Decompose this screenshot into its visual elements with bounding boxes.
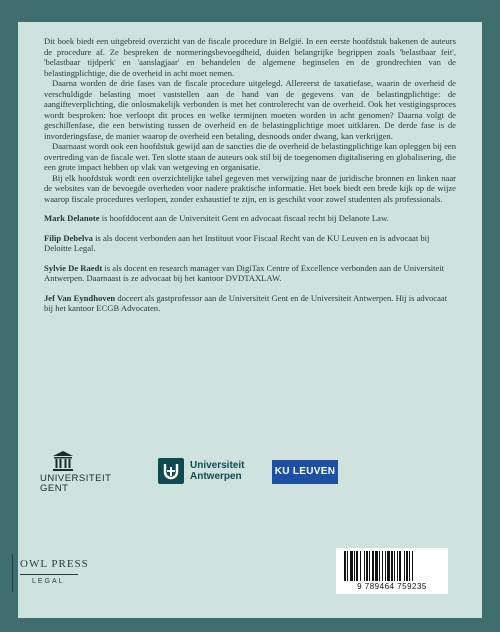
back-cover-panel: [18, 22, 482, 618]
author-list: [44, 213, 456, 314]
publisher-imprint: LEGAL: [32, 578, 65, 585]
author-bio: is als docent en research manager van DigiTax Centre of Excellence verbonden aan de Universiteit Antwerpen. Daarnaast is ze advocaat bij het kantoor DVDTAXLAW.: [44, 262, 445, 283]
uantwerpen-logo: [158, 458, 278, 488]
blurb-paragraph: Daarna worden de drie fases van de fiscale procedure uitgelegd. Allereerst de taxatiefase, waarin de overheid de verschuldigde belasting moet vaststellen aan de hand van de gegevens van de belastingplichtige: de aangifteverplichting, die onlosmakelijk verbonden is met het controlerecht van de overheid. Ook het vestigingsproces wordt besproken: hoe verloopt dit proces en welke termijnen moeten worden in acht genomen? Daarna volgt de geschillenfase, die een betwisting tussen de overheid en de belastingplichtige moet uitklaren. De derde fase is de invorderingsfase, de manier waarop de overheid een betaling, desnoods onder dwang, kan verkrijgen.: [44, 78, 456, 141]
uantwerpen-mark-icon: [158, 458, 184, 484]
author-bio: is als docent verbonden aan het Instituut voor Fiscaal Recht van de KU Leuven en is advocaat bij Deloitte Legal.: [44, 232, 430, 253]
publisher-name: OWL PRESS: [20, 558, 89, 570]
author-name: Jef Van Eyndhoven: [44, 292, 116, 303]
isbn-barcode: [336, 548, 448, 594]
kuleuven-logo: KU LEUVEN: [272, 460, 338, 484]
author-entry: [44, 263, 456, 284]
uantwerpen-wordmark: Universiteit Antwerpen: [190, 460, 245, 482]
ugent-building-icon: [52, 450, 74, 472]
author-name: Sylvie De Raedt: [44, 262, 103, 273]
barcode-bars-icon: [344, 551, 440, 581]
author-entry: [44, 233, 456, 254]
publisher-divider: [20, 574, 78, 575]
blurb: [44, 36, 456, 204]
author-bio: is hoofddocent aan de Universiteit Gent en advocaat fiscaal recht bij Delanote Law.: [99, 213, 389, 223]
blurb-paragraph: Bij elk hoofdstuk wordt een overzichtelijke tabel gegeven met verwijzing naar de juridische bronnen en linken naar de websites van de bevoegde overheden voor nadere praktische informatie. Het boek biedt een brede kijk op de wijze waarop fiscale procedures verlopen, zonder exhaustief te zijn, en is geschikt voor zowel studenten als professionals.: [44, 172, 456, 204]
publisher-logo: [12, 554, 92, 594]
author-name: Mark Delanote: [44, 213, 100, 223]
author-name: Filip Debelva: [44, 232, 93, 243]
blurb-paragraph: Daarnaast wordt ook een hoofdstuk gewijd aan de sancties die de overheid de belastingplichtige kan opleggen bij een overtreding van de fiscale wet. Ten slotte staan de auteurs ook stil bij de toegenomen digitalisering en globalisering, die een grote impact hebben op vlak van wetgeving en organisatie.: [44, 141, 456, 172]
author-entry: [44, 213, 456, 224]
blurb-paragraph: Dit boek biedt een uitgebreid overzicht van de fiscale procedure in België. In een eerste hoofdstuk bakenen de auteurs de procedure af. Ze bespreken de normeringsbevoegdheid, duiden belangrijke begrippen zoals 'belastbaar feit', 'belastbaar tijdperk' en 'aanslagjaar' en behandelen de algemene beginselen en de grondrechten van de belastingplichtige, die de overheid in acht moet nemen.: [44, 36, 456, 78]
publisher-rule: [12, 554, 13, 592]
author-bio: doceert als gastprofessor aan de Universiteit Gent en de Universiteit Antwerpen. Hij is advocaat bij het kantoor ECGB Advocaten.: [44, 292, 448, 313]
author-entry: [44, 293, 456, 314]
ugent-logo: [40, 450, 120, 494]
ugent-wordmark: UNIVERSITEIT GENT: [40, 473, 112, 494]
isbn-number: 9 789464 759235: [357, 582, 427, 591]
university-logos: [40, 450, 460, 496]
